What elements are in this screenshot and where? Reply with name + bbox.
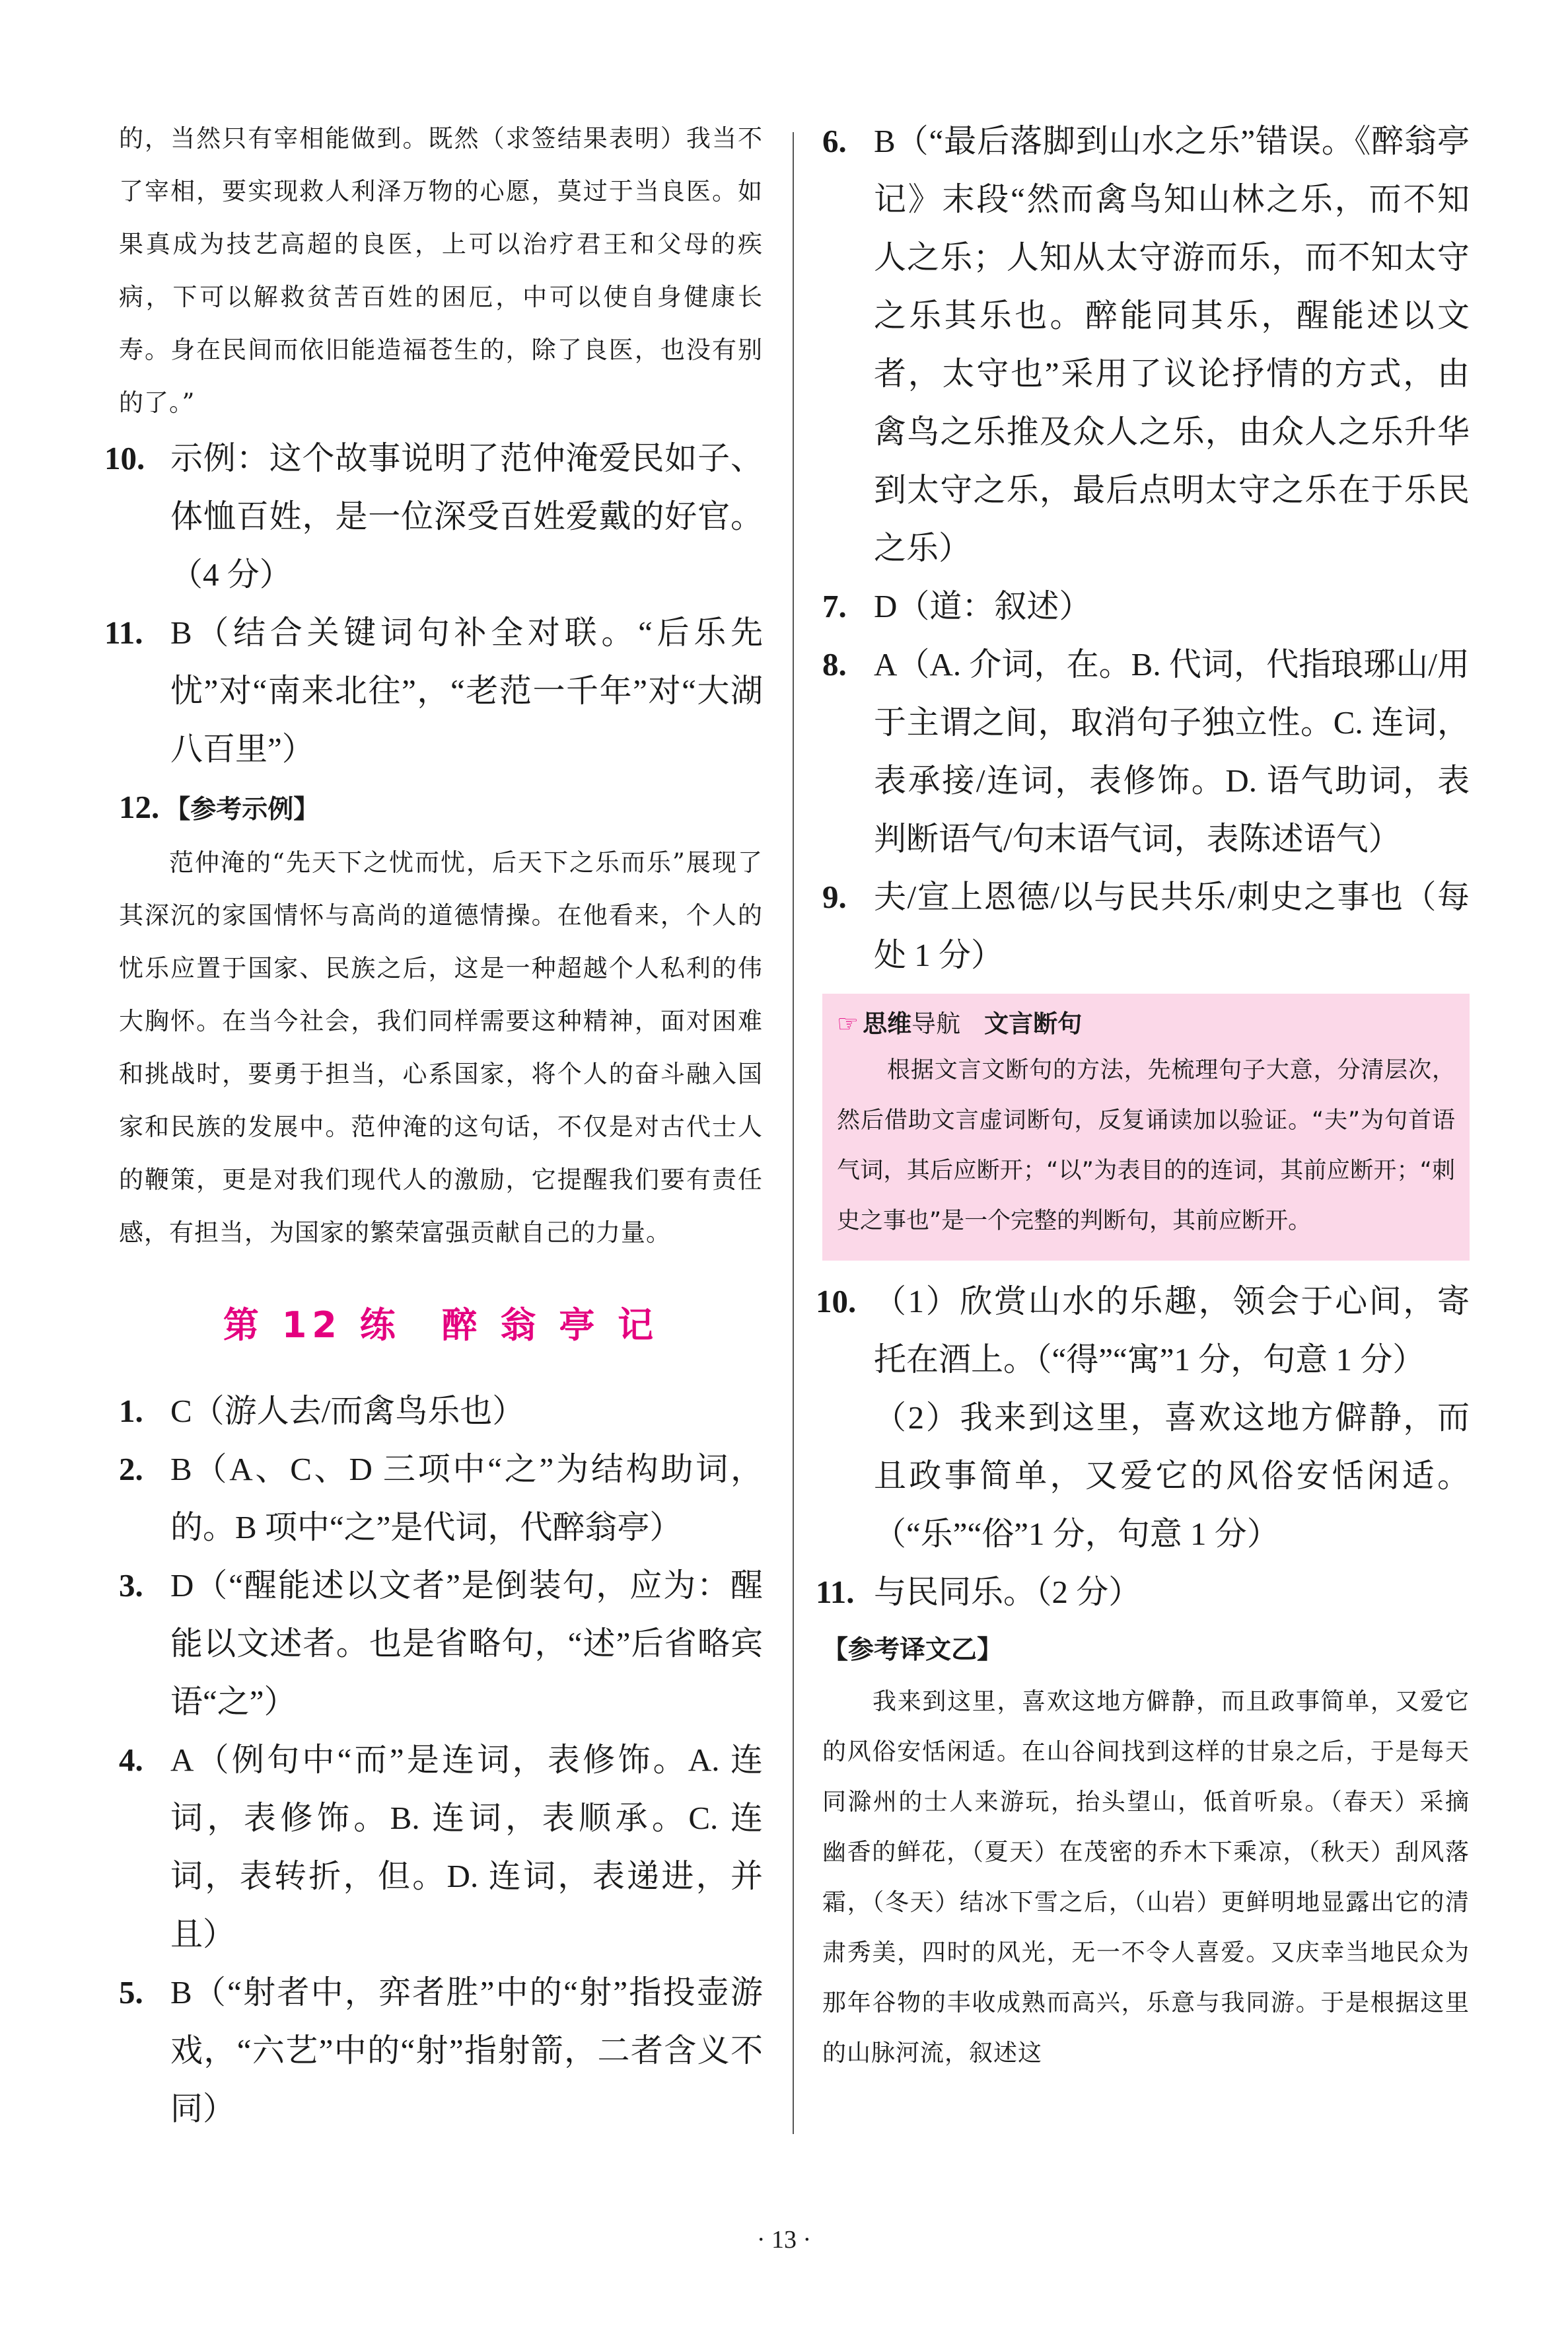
thinking-guide-topic: 文言断句 — [984, 1010, 1083, 1038]
item-text: B（“射者中，弈者胜”中的“射”指投壶游戏，“六艺”中的“射”指射箭，二者含义不同） — [170, 1974, 763, 2127]
item-text: A（A. 介词，在。B. 代词，代指琅琊山/用于主谓之间，取消句子独立性。C. 连词，表承接/连词，表修饰。D. 语气助词，表判断语气/句末语气词，表陈述语气） — [874, 646, 1470, 857]
answer-item-8 — [822, 636, 1470, 868]
thinking-guide-body: 根据文言文断句的方法，先梳理句子大意，分清层次，然后借助文言虚词断句，反复诵读加以验证。“夫”为句首语气词，其后应断开；“以”为表目的的连词，其前应断开；“刺史之事也”是一个完整的判断句，其前应断开。 — [837, 1057, 1455, 1234]
answer-item-11 — [104, 604, 763, 778]
column-divider — [793, 132, 794, 2134]
item-text: 示例：这个故事说明了范仲淹爱民如子、体恤百姓，是一位深受百姓爱戴的好官。（4 分） — [170, 440, 763, 593]
item-number: 11. — [104, 614, 143, 651]
answer-item-10-part2 — [822, 1389, 1470, 1563]
pointing-hand-icon: ☞ — [837, 1010, 859, 1038]
item-text: （1）欣赏山水的乐趣，领会于心间，寄托在酒上。（“得”“寓”1 分，句意 1 分） — [874, 1283, 1470, 1378]
thinking-guide-label-b: 导航 — [911, 1010, 961, 1038]
item-number: 5. — [119, 1974, 143, 2011]
section-title: 第 12 练 醉 翁 亭 记 — [223, 1304, 659, 1346]
answer-item-5 — [119, 1964, 763, 2138]
answer-item-11-right — [816, 1563, 1470, 1621]
item-number: 8. — [822, 646, 847, 683]
answer-item-2 — [119, 1440, 763, 1557]
item-text: 与民同乐。（2 分） — [874, 1574, 1141, 1610]
item-text: D（道：叙述） — [874, 588, 1092, 624]
answer-item-10-part1 — [816, 1273, 1470, 1389]
right-column — [816, 112, 1470, 2079]
item-number: 4. — [119, 1742, 143, 1778]
item-number: 3. — [119, 1567, 143, 1604]
item-number: 10. — [104, 440, 145, 476]
item-number: 9. — [822, 879, 847, 915]
item-number: 2. — [119, 1451, 143, 1487]
left-column — [104, 112, 763, 2138]
item-text: （2）我来到这里，喜欢这地方僻静，而且政事简单，又爱它的风俗安恬闲适。（“乐”“俗”1 分，句意 1 分） — [874, 1399, 1470, 1552]
item-text: C（游人去/而禽鸟乐也） — [170, 1393, 525, 1429]
answer-item-6 — [822, 112, 1470, 577]
item-text: 夫/宣上恩德/以与民共乐/刺史之事也（每处 1 分） — [874, 879, 1470, 973]
item-text: A（例句中“而”是连词，表修饰。A. 连词，表修饰。B. 连词，表顺承。C. 连词，表转折，但。D. 连词，表递进，并且） — [170, 1742, 763, 1952]
item-text: B（A、C、D 三项中“之”为结构助词，的。B 项中“之”是代词，代醉翁亭） — [170, 1451, 763, 1545]
page-number: · 13 · — [756, 2226, 812, 2254]
item-number: 10. — [816, 1283, 857, 1319]
answer-item-12-header — [119, 781, 763, 836]
translation-body: 我来到这里，喜欢这地方僻静，而且政事简单，又爱它的风俗安恬闲适。在山谷间找到这样的甘泉之后，于是每天同滁州的士人来游玩，抬头望山，低首听泉。（春天）采摘幽香的鲜花，（夏天）在茂密的乔木下乘凉，（秋天）刮风落霜，（冬天）结冰下雪之后，（山岩）更鲜明地显露出它的清肃秀美，四时的风光，无一不令人喜爱。又庆幸当地民众为那年谷物的丰收成熟而高兴，乐意与我同游。于是根据这里的山脉河流，叙述这 — [822, 1688, 1470, 2067]
item-text: B（结合关键词句补全对联。“后乐先忧”对“南来北往”，“老范一千年”对“大湖八百里”） — [170, 614, 763, 767]
item-number: 6. — [822, 123, 847, 159]
reference-example-label: 【参考示例】 — [164, 795, 320, 825]
item-number: 11. — [816, 1574, 855, 1610]
translation-heading: 【参考译文乙】 — [822, 1635, 1003, 1665]
thinking-guide-box — [822, 994, 1470, 1261]
reference-example-body: 范仲淹的“先天下之忧而忧，后天下之乐而乐”展现了其深沉的家国情怀与高尚的道德情操。在他看来，个人的忧乐应置于国家、民族之后，这是一种超越个人私利的伟大胸怀。在当今社会，我们同样需要这种精神，面对困难和挑战时，要勇于担当，心系国家，将个人的奋斗融入国家和民族的发展中。范仲淹的这句话，不仅是对古代士人的鞭策，更是对我们现代人的激励，它提醒我们要有责任感，有担当，为国家的繁荣富强贡献自己的力量。 — [119, 848, 763, 1247]
answer-item-10 — [104, 429, 763, 604]
answer-item-7 — [822, 577, 1470, 636]
item-number: 7. — [822, 588, 847, 624]
thinking-guide-title — [837, 1003, 1455, 1045]
item-number: 1. — [119, 1393, 143, 1429]
item-number: 12. — [119, 789, 160, 825]
answer-item-1 — [119, 1382, 763, 1440]
answer-item-9 — [822, 868, 1470, 984]
answer-item-3 — [119, 1557, 763, 1731]
answer-item-4 — [119, 1731, 763, 1964]
thinking-guide-label-a: 思维 — [863, 1010, 912, 1038]
item-text: B（“最后落脚到山水之乐”错误。《醉翁亭记》末段“然而禽鸟知山林之乐，而不知人之乐；人知从太守游而乐，而不知太守之乐其乐也。醉能同其乐，醒能述以文者，太守也”采用了议论抒情的方式，由禽鸟之乐推及众人之乐，由众人之乐升华到太守之乐，最后点明太守之乐在于乐民之乐） — [874, 123, 1470, 566]
item-text: D（“醒能述以文者”是倒装句，应为：醒能以文述者。也是省略句，“述”后省略宾语“之”） — [170, 1567, 763, 1720]
intro-paragraph: 的，当然只有宰相能做到。既然（求签结果表明）我当不了宰相，要实现救人利泽万物的心愿，莫过于当良医。如果真成为技艺高超的良医，上可以治疗君王和父母的疾病，下可以解救贫苦百姓的困厄，中可以使自身健康长寿。身在民间而依旧能造福苍生的，除了良医，也没有别的了。” — [119, 124, 763, 417]
